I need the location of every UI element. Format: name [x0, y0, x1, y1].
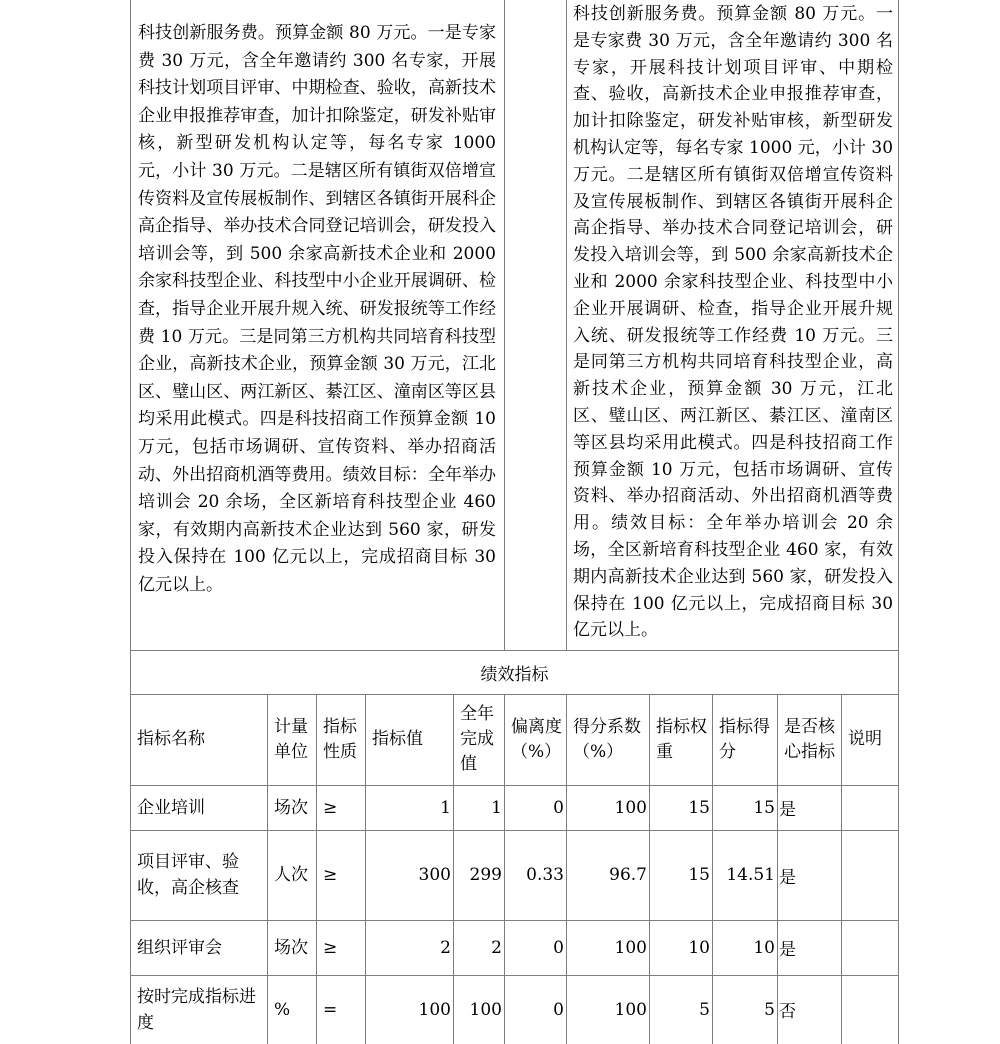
table-row: [131, 830, 899, 920]
cell-unit: 场次: [268, 920, 317, 975]
col-header-score: 指标得分: [713, 694, 778, 785]
cell-is-core: 否: [778, 975, 842, 1044]
cell-unit: 场次: [268, 785, 317, 830]
cell-deviation: 0: [505, 975, 567, 1044]
col-header-score-coefficient: 得分系数（%）: [567, 694, 650, 785]
cell-target-value: 2: [366, 920, 454, 975]
cell-indicator-name: 组织评审会: [131, 920, 268, 975]
col-header-target-value: 指标值: [366, 694, 454, 785]
cell-deviation: 0.33: [505, 830, 567, 920]
cell-annual-completed: 2: [454, 920, 505, 975]
cell-is-core: 是: [778, 920, 842, 975]
col-header-nature: 指标性质: [317, 694, 366, 785]
cell-weight: 10: [650, 920, 713, 975]
cell-weight: 5: [650, 975, 713, 1044]
empty-spacer-cell: [505, 0, 567, 650]
cell-score-coefficient: 100: [567, 785, 650, 830]
cell-note: [842, 975, 899, 1044]
section-title: 绩效指标: [131, 650, 899, 694]
cell-score: 5: [713, 975, 778, 1044]
cell-score-coefficient: 96.7: [567, 830, 650, 920]
cell-score-coefficient: 100: [567, 920, 650, 975]
col-header-unit: 计量单位: [268, 694, 317, 785]
cell-unit: 人次: [268, 830, 317, 920]
cell-nature: =: [317, 975, 366, 1044]
project-description-right: 科技创新服务费。预算金额 80 万元。一是专家费 30 万元，含全年邀请约 300 名专家，开展科技计划项目评审、中期检查、验收，高新技术企业申报推荐审查，加计扣除鉴定，研发补贴审核，新型研发机构认定等，每名专家 1000 元，小计 30 万元。二是辖区所有镇街双倍增宣传资料及宣传展板制作、到辖区各镇街开展科企高企指导、举办技术合同登记培训会，研发投入培训会等，到 500 余家高新技术企业和 2000 余家科技型企业、科技型中小企业开展调研、检查，指导企业开展升规入统、研发报统等工作经费 10 万元。三是同第三方机构共同培育科技型企业，高新技术企业，预算金额 30 万元，江北区、璧山区、两江新区、綦江区、潼南区等区县均采用此模式。四是科技招商工作预算金额 10 万元，包括市场调研、宣传资料、举办招商活动、外出招商机酒等费用。绩效目标：全年举办培训会 20 余场，全区新培育科技型企业 460 家，有效期内高新技术企业达到 560 家，研发投入保持在 100 亿元以上，完成招商目标 30 亿元以上。: [567, 0, 899, 650]
table-row: [131, 785, 899, 830]
col-header-annual-completed: 全年完成值: [454, 694, 505, 785]
project-description-row: [131, 0, 899, 650]
cell-is-core: 是: [778, 785, 842, 830]
cell-target-value: 1: [366, 785, 454, 830]
cell-nature: ≥: [317, 785, 366, 830]
section-title-row: [131, 650, 899, 694]
cell-annual-completed: 1: [454, 785, 505, 830]
cell-deviation: 0: [505, 920, 567, 975]
cell-target-value: 100: [366, 975, 454, 1044]
cell-annual-completed: 100: [454, 975, 505, 1044]
cell-indicator-name: 按时完成指标进度: [131, 975, 268, 1044]
cell-target-value: 300: [366, 830, 454, 920]
cell-deviation: 0: [505, 785, 567, 830]
cell-nature: ≥: [317, 830, 366, 920]
col-header-is-core: 是否核心指标: [778, 694, 842, 785]
cell-score: 10: [713, 920, 778, 975]
cell-score-coefficient: 100: [567, 975, 650, 1044]
cell-indicator-name: 项目评审、验收，高企核查: [131, 830, 268, 920]
col-header-note: 说明: [842, 694, 899, 785]
cell-score: 14.51: [713, 830, 778, 920]
cell-is-core: 是: [778, 830, 842, 920]
cell-unit: %: [268, 975, 317, 1044]
cell-weight: 15: [650, 785, 713, 830]
performance-document-table: [130, 0, 899, 1044]
cell-note: [842, 785, 899, 830]
cell-indicator-name: 企业培训: [131, 785, 268, 830]
cell-note: [842, 920, 899, 975]
cell-score: 15: [713, 785, 778, 830]
col-header-indicator-name: 指标名称: [131, 694, 268, 785]
cell-weight: 15: [650, 830, 713, 920]
cell-annual-completed: 299: [454, 830, 505, 920]
table-row: [131, 975, 899, 1044]
table-row: [131, 920, 899, 975]
cell-nature: ≥: [317, 920, 366, 975]
project-description-left: 科技创新服务费。预算金额 80 万元。一是专家费 30 万元，含全年邀请约 300 名专家，开展科技计划项目评审、中期检查、验收，高新技术企业申报推荐审查，加计扣除鉴定，研发补贴审核，新型研发机构认定等，每名专家 1000 元，小计 30 万元。二是辖区所有镇街双倍增宣传资料及宣传展板制作、到辖区各镇街开展科企高企指导、举办技术合同登记培训会，研发投入培训会等，到 500 余家高新技术企业和 2000 余家科技型企业、科技型中小企业开展调研、检查，指导企业开展升规入统、研发报统等工作经费 10 万元。三是同第三方机构共同培育科技型企业，高新技术企业，预算金额 30 万元，江北区、璧山区、两江新区、綦江区、潼南区等区县均采用此模式。四是科技招商工作预算金额 10 万元，包括市场调研、宣传资料、举办招商活动、外出招商机酒等费用。绩效目标：全年举办培训会 20 余场，全区新培育科技型企业 460 家，有效期内高新技术企业达到 560 家，研发投入保持在 100 亿元以上，完成招商目标 30 亿元以上。: [131, 0, 505, 650]
col-header-weight: 指标权重: [650, 694, 713, 785]
cell-note: [842, 830, 899, 920]
col-header-deviation: 偏离度（%）: [505, 694, 567, 785]
table-header-row: [131, 694, 899, 785]
